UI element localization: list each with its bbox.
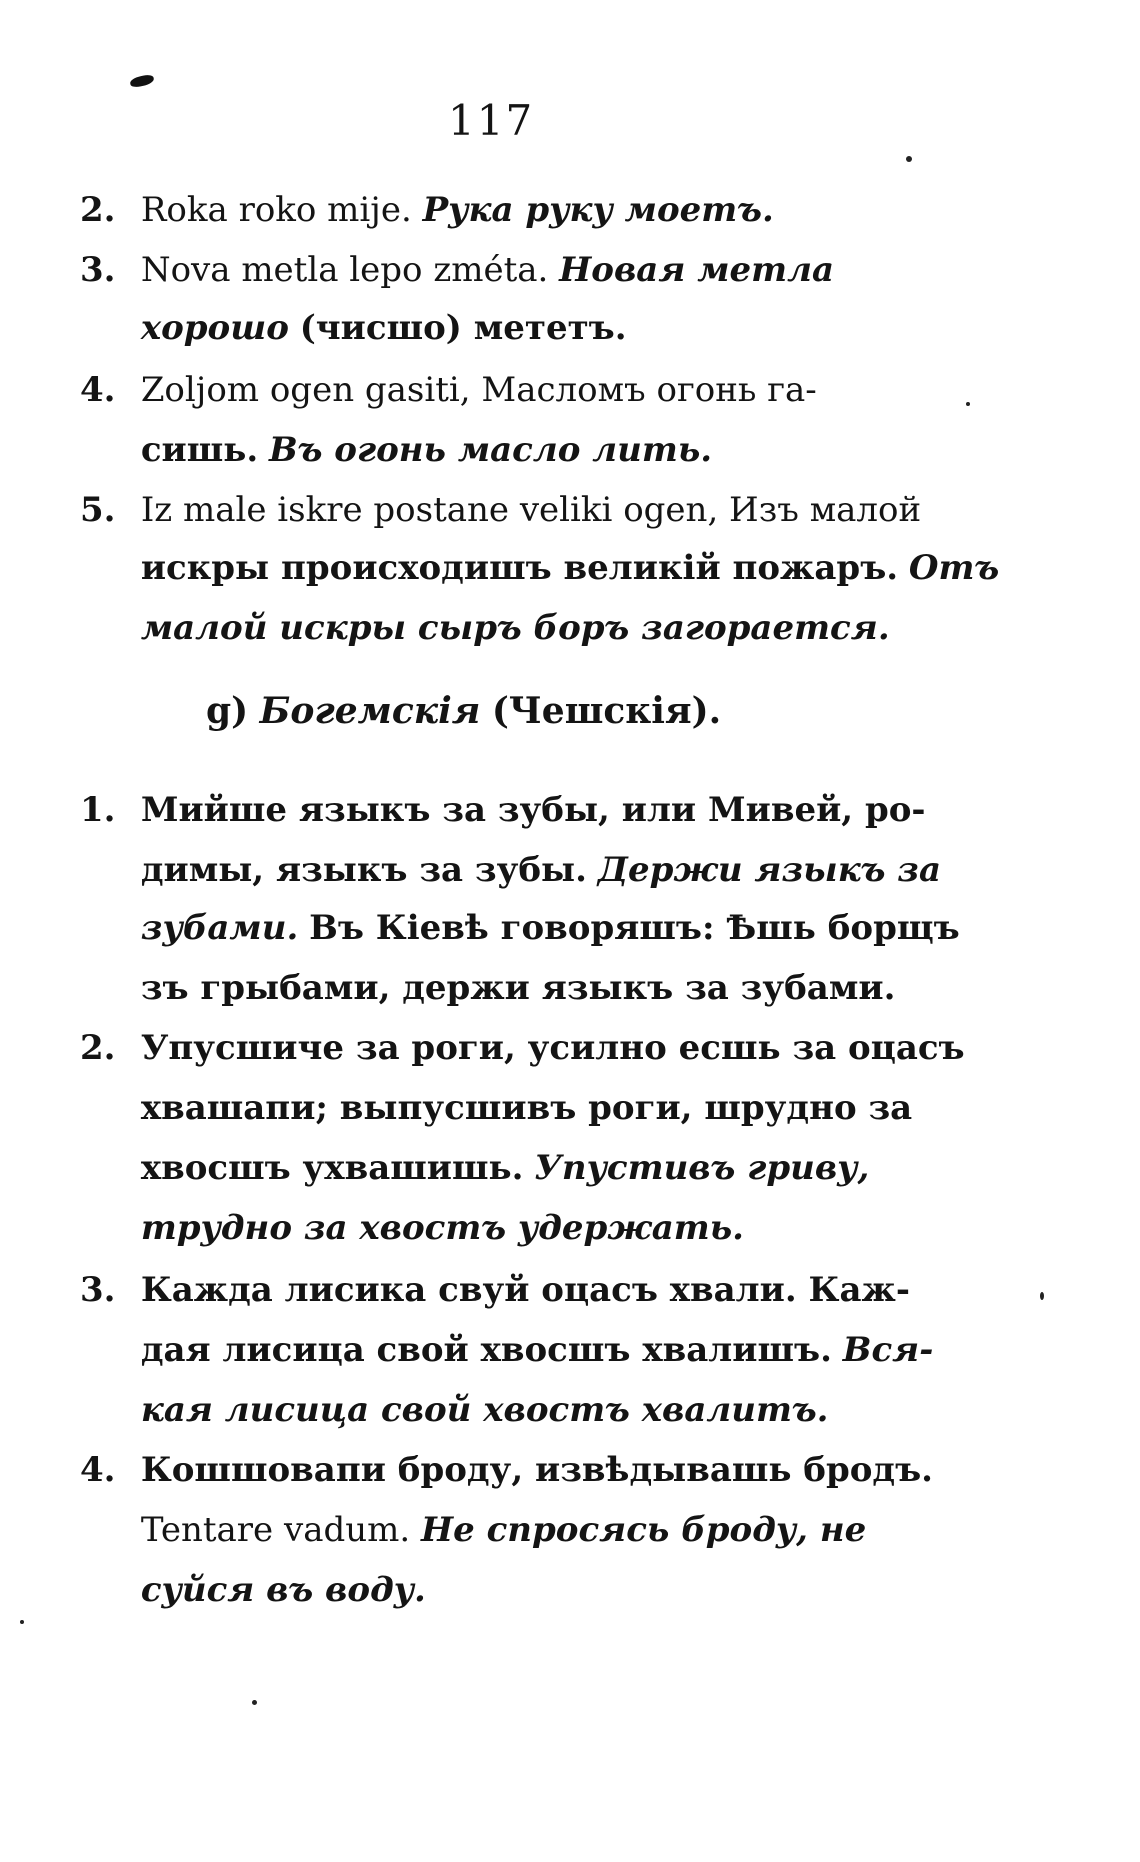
print-speck bbox=[966, 402, 970, 406]
line-italic: Рука руку моетъ. bbox=[422, 190, 774, 230]
text-line bbox=[80, 250, 834, 290]
line-italic: Вся- bbox=[842, 1330, 934, 1370]
line-after: (чисшо) мететъ. bbox=[299, 308, 627, 348]
line-plain: Упусшиче за роги, усилно есшь за оцасъ bbox=[140, 1028, 965, 1068]
line-plain: Nova metla lepo zméta. bbox=[140, 250, 549, 290]
line-italic: Не спросясь броду, не bbox=[421, 1510, 867, 1550]
item-number: 4. bbox=[80, 370, 116, 410]
line-italic: Новая метла bbox=[559, 250, 835, 290]
heading-paren: (Чешскія). bbox=[491, 690, 722, 732]
line-plain: Tentare vadum. bbox=[140, 1510, 411, 1550]
text-line bbox=[80, 968, 895, 1008]
item-number: 1. bbox=[80, 790, 116, 830]
text-line bbox=[80, 1148, 869, 1188]
print-speck bbox=[906, 156, 912, 162]
line-plain: димы, языкъ за зубы. bbox=[140, 850, 587, 890]
line-plain: искры происходишъ великій пожаръ. bbox=[140, 548, 899, 588]
text-line bbox=[80, 1330, 933, 1370]
item-number: 2. bbox=[80, 1028, 116, 1068]
line-italic: хорошо bbox=[140, 308, 289, 348]
page-number: 117 bbox=[448, 96, 535, 145]
line-plain: хвосшъ ухвашишь. bbox=[140, 1148, 524, 1188]
line-plain: дая лисица свой хвосшъ хвалишъ. bbox=[140, 1330, 832, 1370]
print-speck bbox=[20, 1620, 24, 1624]
text-line bbox=[80, 190, 774, 230]
text-line bbox=[80, 850, 941, 890]
line-italic: малой искры сыръ боръ загорается. bbox=[140, 608, 890, 648]
text-line bbox=[80, 430, 712, 470]
item-number: 3. bbox=[80, 1270, 116, 1310]
text-line bbox=[80, 1028, 965, 1068]
line-italic: суйся въ воду. bbox=[140, 1570, 426, 1610]
line-italic: Отъ bbox=[908, 548, 1000, 588]
heading-name: Богемскія bbox=[259, 690, 481, 732]
print-speck bbox=[1040, 1292, 1044, 1300]
heading-letter: g) bbox=[206, 690, 249, 732]
text-line bbox=[80, 1088, 912, 1128]
print-speck bbox=[252, 1700, 257, 1705]
text-line bbox=[80, 1208, 744, 1248]
item-number: 4. bbox=[80, 1450, 116, 1490]
text-line bbox=[80, 1570, 426, 1610]
text-line bbox=[80, 608, 890, 648]
line-plain: Zoljom ogen gasiti, Масломъ огонь га- bbox=[140, 370, 817, 410]
text-line bbox=[80, 1270, 910, 1310]
text-line bbox=[80, 1450, 933, 1490]
text-line bbox=[80, 1390, 829, 1430]
line-plain: Roka roko mije. bbox=[140, 190, 412, 230]
text-line bbox=[80, 548, 999, 588]
text-line bbox=[80, 1510, 866, 1550]
line-plain: зъ грыбами, держи языкъ за зубами. bbox=[140, 968, 896, 1008]
line-italic: Упустивъ гриву, bbox=[534, 1148, 870, 1188]
line-after: Въ Кіевѣ говоряшъ: Ѣшь борщъ bbox=[309, 908, 960, 948]
item-number: 2. bbox=[80, 190, 116, 230]
line-plain: Кажда лисика свуй оцасъ хвали. Каж- bbox=[140, 1270, 910, 1310]
line-italic: зубами. bbox=[140, 908, 299, 948]
line-plain: Iz male iskre postane veliki ogen, Изъ малой bbox=[140, 490, 922, 530]
text-line bbox=[80, 308, 627, 348]
line-plain: сишь. bbox=[140, 430, 259, 470]
text-line bbox=[80, 790, 926, 830]
item-number: 3. bbox=[80, 250, 116, 290]
text-line bbox=[80, 370, 817, 410]
line-italic: Въ огонь масло лить. bbox=[269, 430, 713, 470]
line-italic: Держи языкъ за bbox=[597, 850, 942, 890]
ink-blot bbox=[129, 74, 155, 89]
text-line bbox=[80, 490, 921, 530]
line-italic: кая лисица свой хвостъ хвалитъ. bbox=[140, 1390, 829, 1430]
line-plain: хвашапи; выпусшивъ роги, шрудно за bbox=[140, 1088, 913, 1128]
line-plain: Кошшовапи броду, извѣдывашь бродъ. bbox=[140, 1450, 934, 1490]
text-line bbox=[80, 908, 960, 948]
section-heading bbox=[206, 690, 721, 732]
line-plain: Мийше языкъ за зубы, или Мивей, ро- bbox=[140, 790, 926, 830]
line-italic: трудно за хвостъ удержать. bbox=[140, 1208, 744, 1248]
item-number: 5. bbox=[80, 490, 116, 530]
